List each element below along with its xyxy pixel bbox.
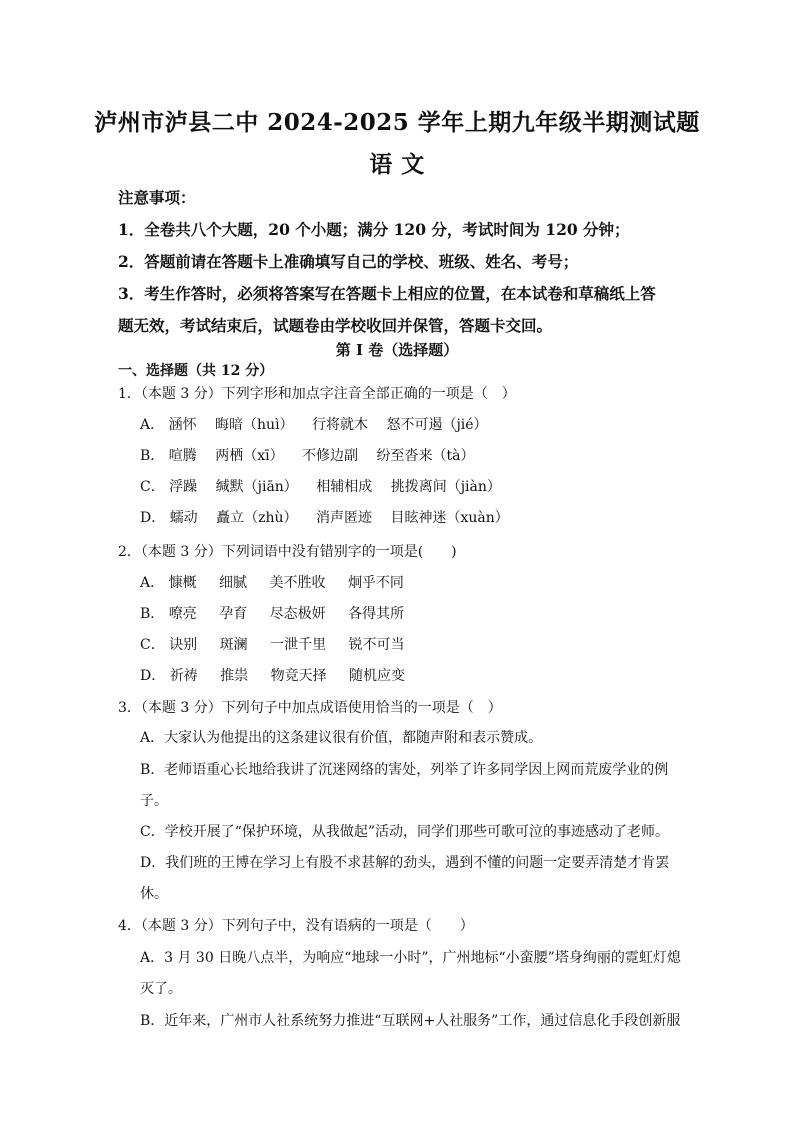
option-label: B．	[140, 448, 165, 464]
option-row	[140, 821, 685, 841]
option-text: 3 月 30 日晚八点半，为响应“地球一小时”，广州地标“小蛮腰”塔身绚丽的霓虹灯熄	[164, 950, 681, 966]
option-word: 挑拨离间（jiàn）	[390, 479, 501, 495]
option-row	[140, 476, 685, 496]
option-label: D．	[140, 668, 166, 684]
notice-item: 1．全卷共八个大题，20 个小题；满分 120 分，考试时间为 120 分钟；	[118, 220, 630, 239]
option-row	[140, 727, 685, 747]
notice-item: 题无效，考试结束后，试题卷由学校收回并保管，答题卡交回。	[118, 316, 553, 335]
subject-title: 语 文	[369, 151, 425, 178]
option-word: 涵怀	[168, 417, 197, 433]
option-continuation: 灭了。	[140, 981, 182, 997]
option-word: 两栖（xī）	[215, 448, 284, 464]
option-row	[140, 665, 685, 685]
option-row	[140, 634, 685, 654]
option-word: 各得其所	[348, 606, 405, 622]
option-word: 慷概	[168, 575, 197, 591]
option-word: 锐不可当	[348, 637, 405, 653]
option-row	[140, 445, 685, 465]
option-word: 蠕动	[169, 510, 198, 526]
option-word: 晦暗（huì）	[215, 417, 294, 433]
option-word: 相辅相成	[316, 479, 373, 495]
option-label: D．	[140, 510, 166, 526]
option-word: 矗立（zhù）	[216, 510, 298, 526]
question-stem: 3．（本题 3 分）下列句子中加点成语使用恰当的一项是（ ）	[118, 700, 502, 716]
option-word: 孕育	[219, 606, 248, 622]
option-row	[140, 852, 685, 872]
option-word: 喧腾	[168, 448, 197, 464]
option-label: A．	[140, 575, 165, 591]
option-word: 浮躁	[169, 479, 198, 495]
question-stem: 4．（本题 3 分）下列句子中，没有语病的一项是（ ）	[118, 918, 474, 934]
notice-item: 3．考生作答时，必须将答案写在答题卡上相应的位置，在本试卷和草稿纸上答	[118, 284, 656, 303]
option-word: 祈祷	[169, 668, 198, 684]
volume-title: 第 I 卷（选择题）	[335, 341, 459, 359]
option-text: 大家认为他提出的这条建议很有价值，都随声附和表示赞成。	[164, 730, 543, 746]
option-word: 诀别	[169, 637, 198, 653]
option-word: 纷至沓来（tà）	[376, 448, 475, 464]
option-word: 尽态极妍	[269, 606, 326, 622]
option-label: B．	[140, 1013, 165, 1029]
option-label: C．	[140, 637, 165, 653]
option-label: D．	[140, 855, 166, 871]
option-label: C．	[140, 479, 165, 495]
option-text: 学校开展了“保护环境，从我做起”活动，同学们那些可歌可泣的事迹感动了老师。	[164, 824, 670, 840]
option-label: C．	[140, 824, 165, 840]
option-row	[140, 507, 685, 527]
section-title: 一、选择题（共 12 分）	[118, 363, 274, 379]
option-word: 一泄千里	[270, 637, 327, 653]
option-word: 推祟	[220, 668, 249, 684]
option-word: 消声匿迹	[316, 510, 373, 526]
option-word: 目眩神迷（xuàn）	[390, 510, 509, 526]
option-word: 细腻	[219, 575, 248, 591]
question-stem: 2．（本题 3 分）下列词语中没有错别字的一项是( )	[118, 544, 457, 560]
exam-title: 泸州市泸县二中 2024-2025 学年上期九年级半期测试题	[94, 109, 700, 136]
notice-item: 2．答题前请在答题卡上准确填写自己的学校、班级、姓名、考号；	[118, 252, 579, 271]
option-row	[140, 572, 685, 592]
option-word: 不修边副	[302, 448, 359, 464]
option-word: 嘹亮	[168, 606, 197, 622]
option-word: 行将就木	[312, 417, 368, 433]
option-text: 老师语重心长地给我讲了沉迷网络的害处，列举了许多同学因上网而荒废学业的例	[164, 762, 669, 778]
option-row	[140, 414, 685, 434]
option-word: 随机应变	[349, 668, 406, 684]
option-continuation: 子。	[140, 793, 168, 809]
option-row	[140, 759, 685, 779]
option-row	[140, 603, 685, 623]
option-word: 怒不可遏（jié）	[386, 417, 488, 433]
option-label: B．	[140, 606, 165, 622]
option-word: 炯乎不同	[347, 575, 404, 591]
option-text: 近年来，广州市人社系统努力推进“互联网+人社服务”工作，通过信息化手段创新服	[164, 1013, 681, 1029]
option-word: 物竞天择	[270, 668, 327, 684]
option-row	[140, 947, 685, 967]
option-label: A．	[140, 730, 165, 746]
option-word: 美不胜收	[269, 575, 326, 591]
question-stem: 1．（本题 3 分）下列字形和加点字注音全部正确的一项是（ ）	[118, 386, 516, 402]
option-word: 斑澜	[219, 637, 248, 653]
option-row	[140, 1010, 685, 1030]
option-word: 缄默（jiān）	[215, 479, 298, 495]
notice-block	[118, 182, 688, 342]
option-label: A．	[140, 417, 165, 433]
option-label: A．	[140, 950, 165, 966]
option-text: 我们班的王博在学习上有股不求甚解的劲头，遇到不懂的问题一定要弄清楚才肯罢	[165, 855, 670, 871]
option-label: B．	[140, 762, 165, 778]
option-continuation: 休。	[140, 886, 168, 902]
notice-heading: 注意事项：	[118, 188, 196, 207]
